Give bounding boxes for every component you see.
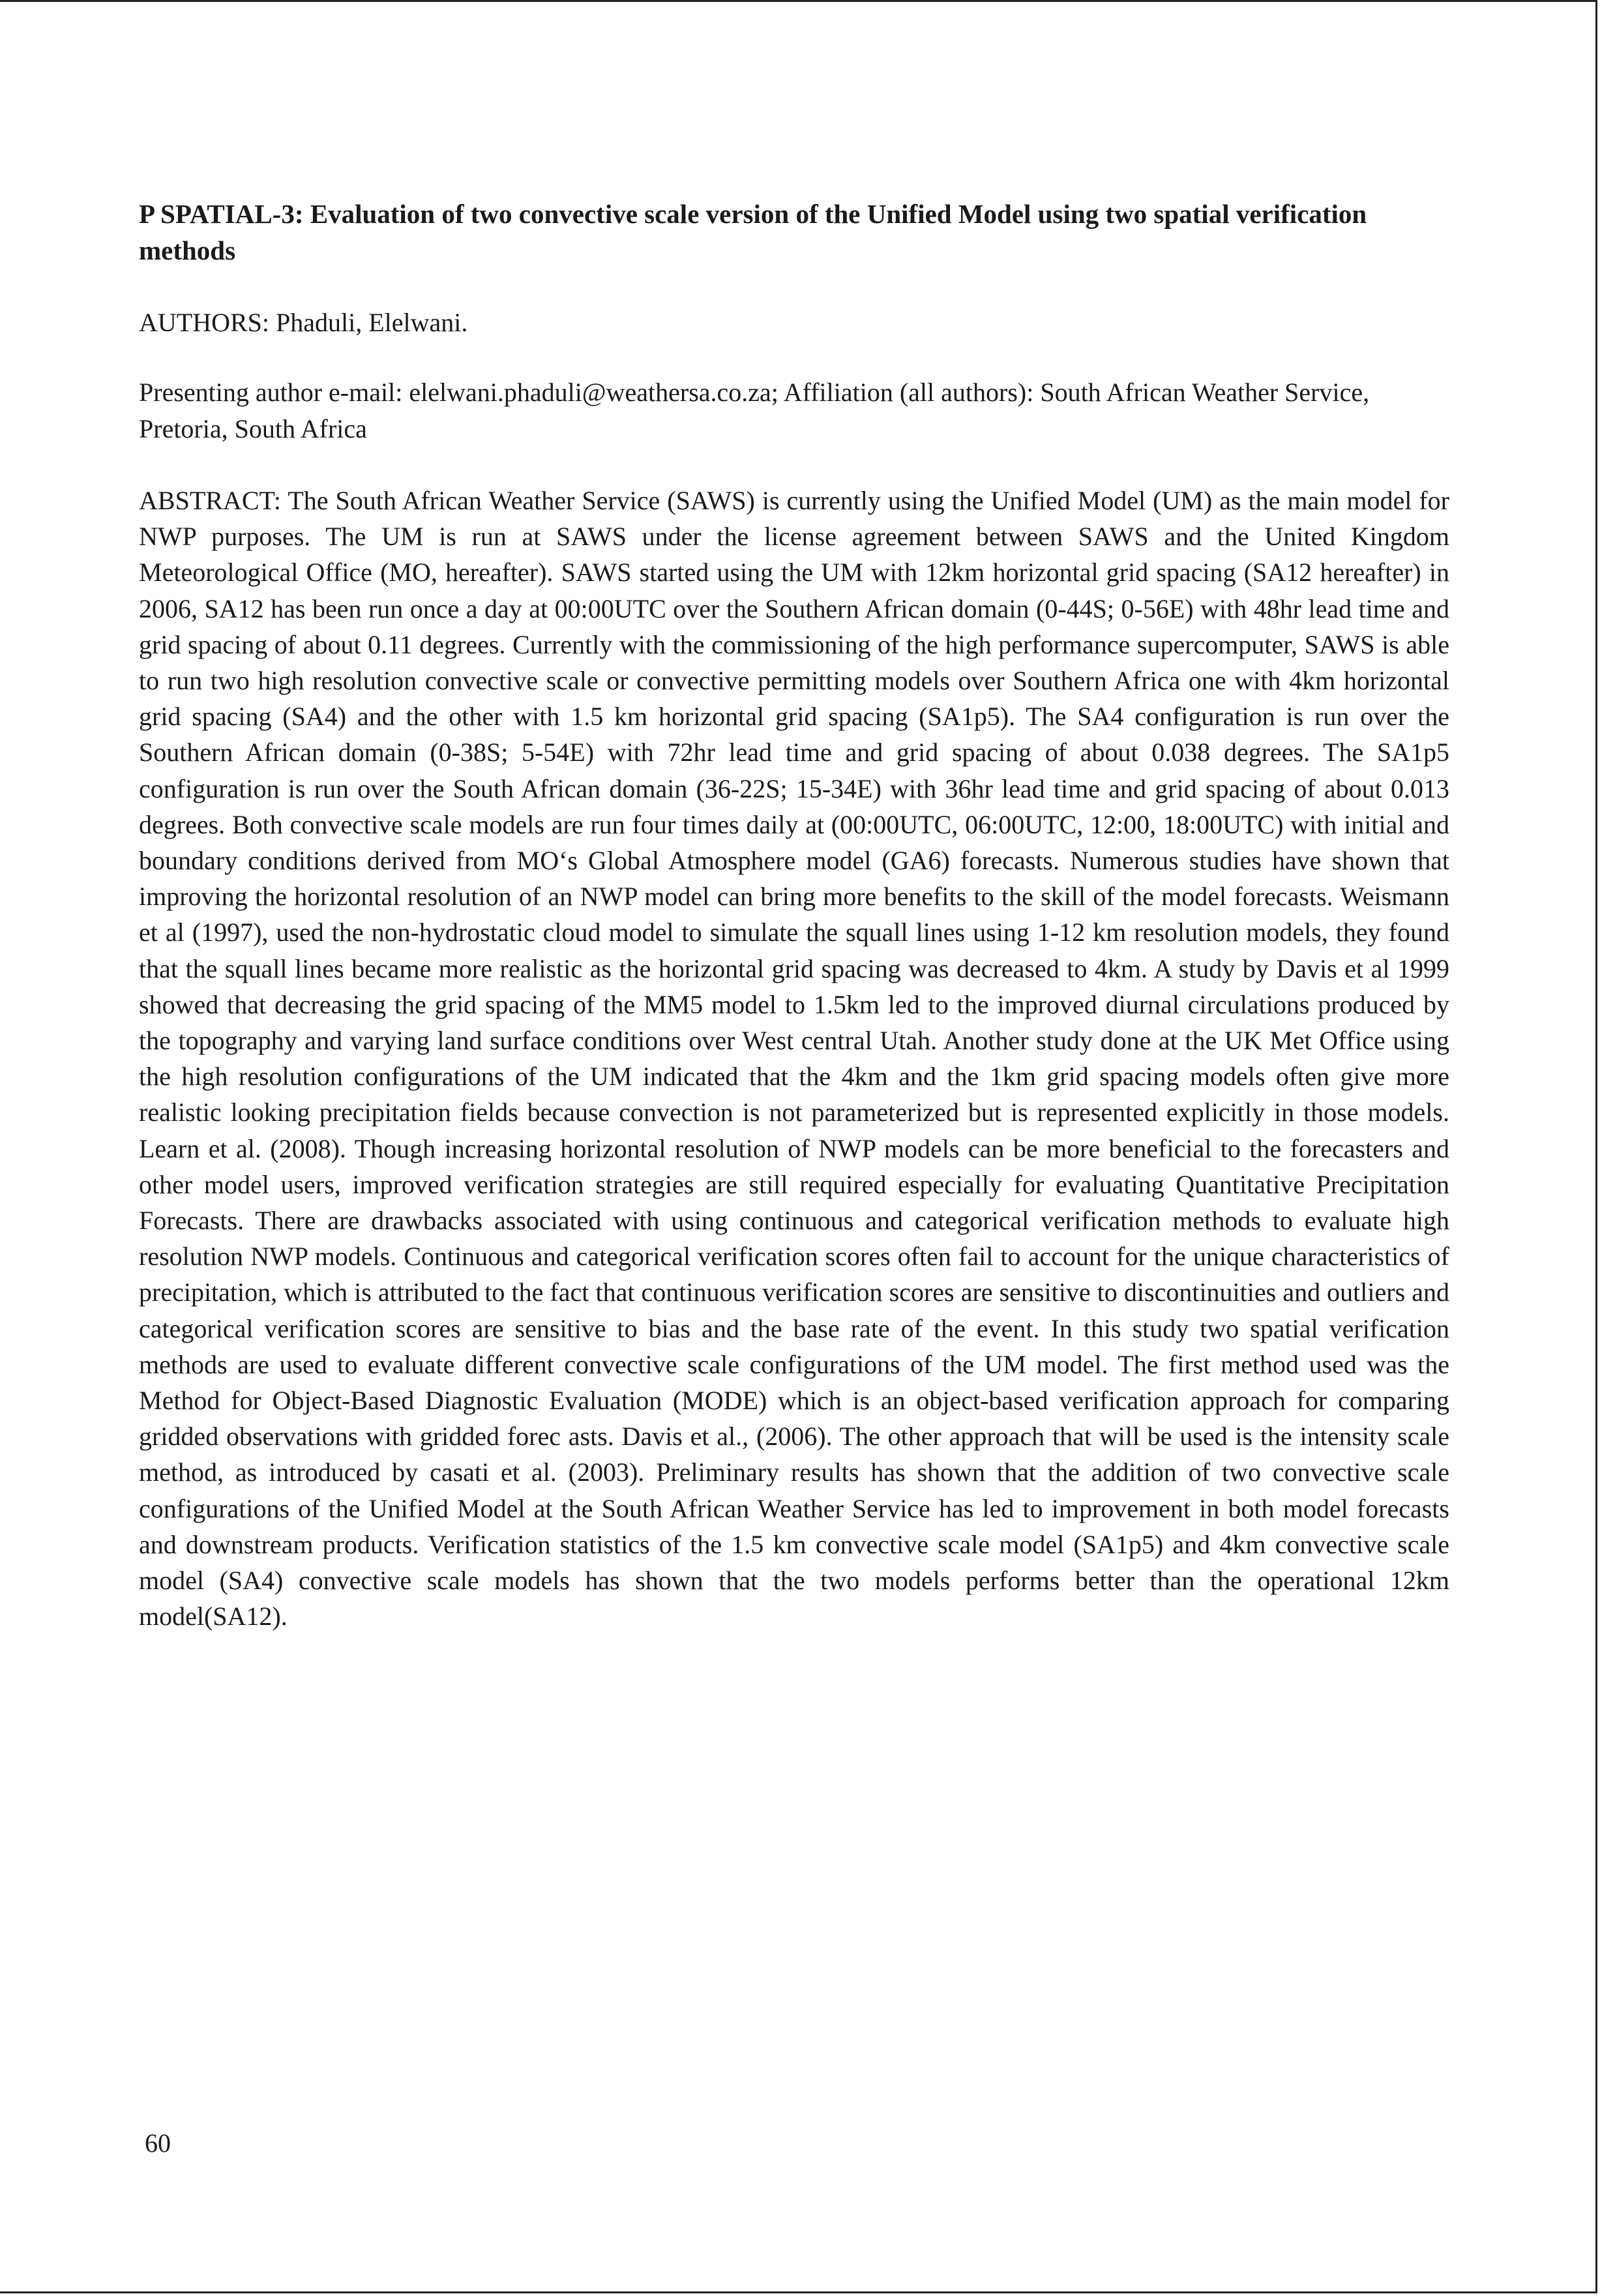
page-number: 60 xyxy=(145,2128,171,2158)
authors-line: AUTHORS: Phaduli, Elelwani. xyxy=(139,308,468,337)
document-body xyxy=(139,196,1449,1635)
paper-title: P SPATIAL-3: Evaluation of two convective scale version of the Unified Model using two spatial verification methods xyxy=(139,199,1367,265)
affiliation-line: Presenting author e-mail: elelwani.phaduli@weathersa.co.za; Affiliation (all authors): South African Weather Service, Pretoria, South Africa xyxy=(139,378,1370,443)
abstract-paragraph: ABSTRACT: The South African Weather Service (SAWS) is currently using the Unified Model (UM) as the main model for NWP purposes. The UM is run at SAWS under the license agreement between SAWS and the United Kingdom Meteorological Office (MO, hereafter). SAWS started using the UM with 12km horizontal grid spacing (SA12 hereafter) in 2006, SA12 has been run once a day at 00:00UTC over the Southern African domain (0-44S; 0-56E) with 48hr lead time and grid spacing of about 0.11 degrees. Currently with the commissioning of the high performance supercomputer, SAWS is able to run two high resolution convective scale or convective permitting models over Southern Africa one with 4km horizontal grid spacing (SA4) and the other with 1.5 km horizontal grid spacing (SA1p5). The SA4 configuration is run over the Southern African domain (0-38S; 5-54E) with 72hr lead time and grid spacing of about 0.038 degrees. The SA1p5 configuration is run over the South African domain (36-22S; 15-34E) with 36hr lead time and grid spacing of about 0.013 degrees. Both convective scale models are run four times daily at (00:00UTC, 06:00UTC, 12:00, 18:00UTC) with initial and boundary conditions derived from MO‘s Global Atmosphere model (GA6) forecasts. Numerous studies have shown that improving the horizontal resolution of an NWP model can bring more benefits to the skill of the model forecasts. Weismann et al (1997), used the non-hydrostatic cloud model to simulate the squall lines using 1-12 km resolution models, they found that the squall lines became more realistic as the horizontal grid spacing was decreased to 4km. A study by Davis et al 1999 showed that decreasing the grid spacing of the MM5 model to 1.5km led to the improved diurnal circulations produced by the topography and varying land surface conditions over West central Utah. Another study done at the UK Met Office using the high resolution configurations of the UM indicated that the 4km and the 1km grid spacing models often give more realistic looking precipitation fields because convection is not parameterized but is represented explicitly in those models. Learn et al. (2008). Though increasing horizontal resolution of NWP models can be more beneficial to the forecasters and other model users, improved verification strategies are still required especially for evaluating Quantitative Precipitation Forecasts. There are drawbacks associated with using continuous and categorical verification methods to evaluate high resolution NWP models. Continuous and categorical verification scores often fail to account for the unique characteristics of precipitation, which is attributed to the fact that continuous verification scores are sensitive to discontinuities and outliers and categorical verification scores are sensitive to bias and the base rate of the event. In this study two spatial verification methods are used to evaluate different convective scale configurations of the UM model. The first method used was the Method for Object-Based Diagnostic Evaluation (MODE) which is an object-based verification approach for comparing gridded observations with gridded forec asts. Davis et al., (2006). The other approach that will be used is the intensity scale method, as introduced by casati et al. (2003). Preliminary results has shown that the addition of two convective scale configurations of the Unified Model at the South African Weather Service has led to improvement in both model forecasts and downstream products. Verification statistics of the 1.5 km convective scale model (SA1p5) and 4km convective scale model (SA4) convective scale models has shown that the two models performs better than the operational 12km model(SA12). xyxy=(139,486,1449,1632)
